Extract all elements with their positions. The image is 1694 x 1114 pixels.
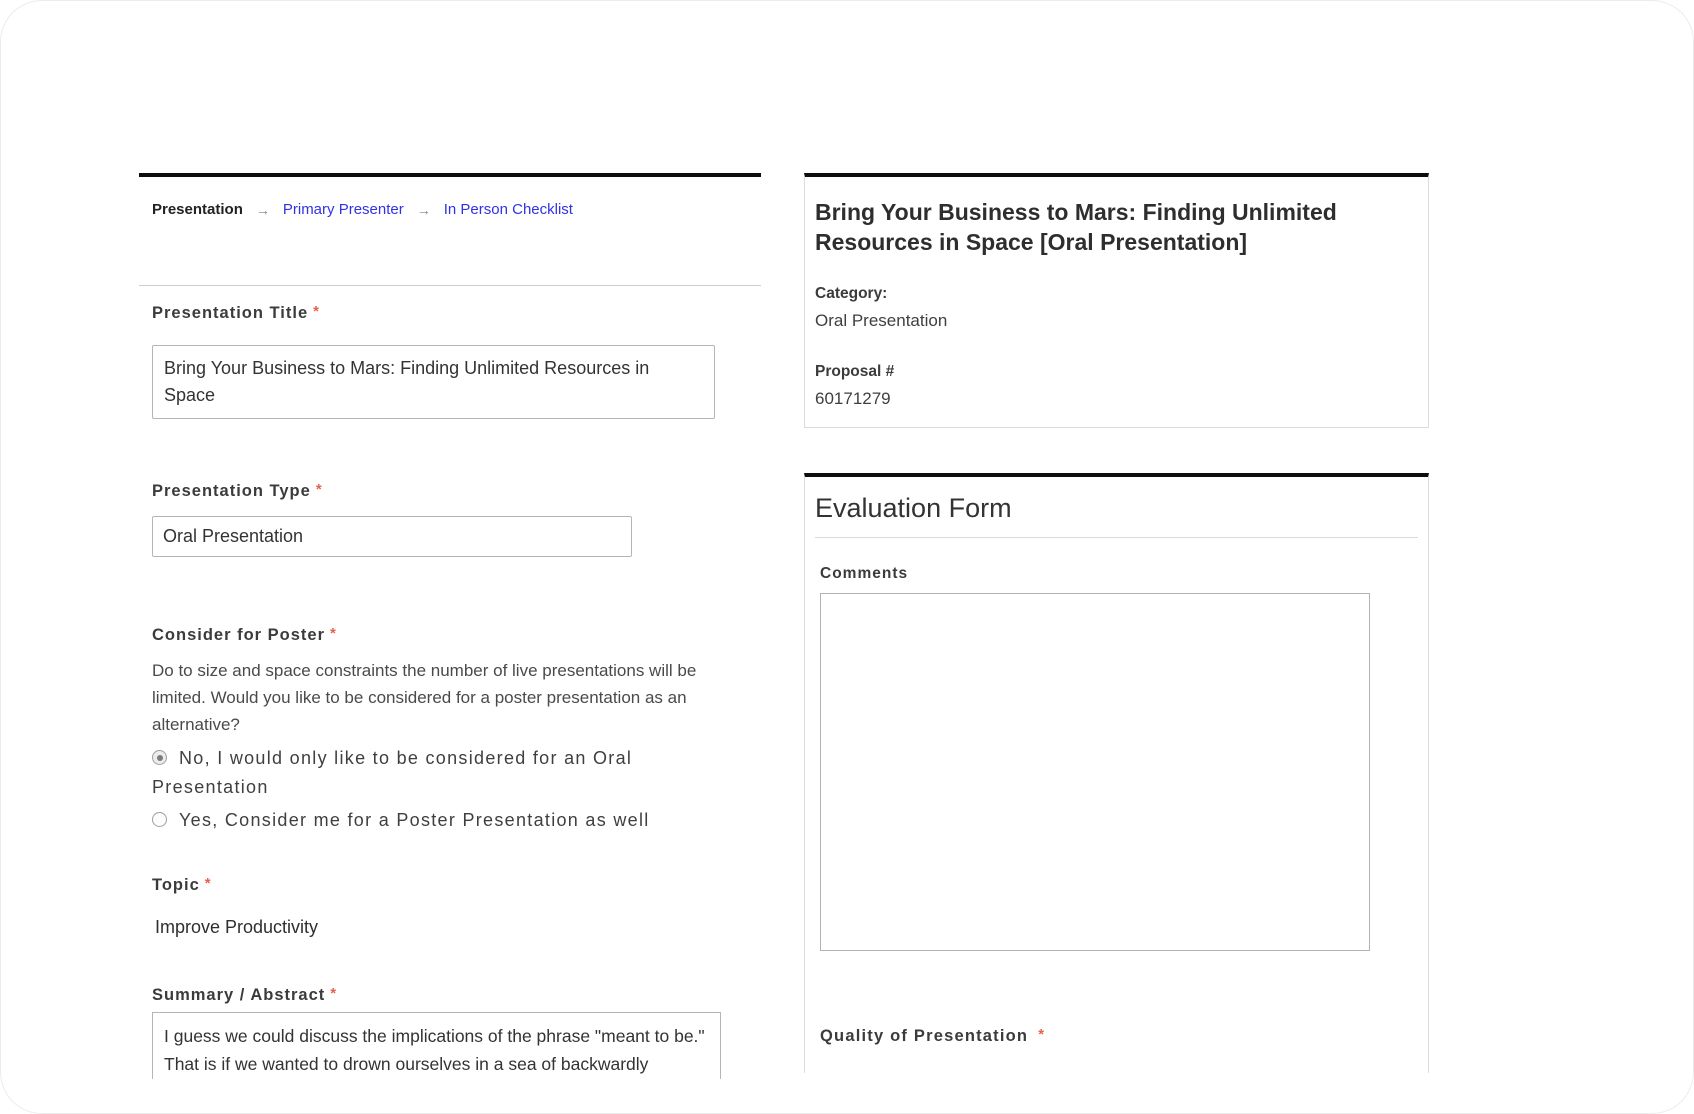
breadcrumb-arrow-icon: → (255, 201, 270, 218)
presentation-title-input[interactable]: Bring Your Business to Mars: Finding Unlimited Resources in Space (152, 345, 715, 419)
evaluation-form-card (804, 473, 1429, 1073)
comments-label: Comments (820, 565, 909, 582)
required-asterisk: * (330, 985, 337, 1002)
review-panel (804, 173, 1429, 1074)
presentation-type-label: Presentation Type * (152, 481, 322, 500)
presentation-type-input[interactable]: Oral Presentation (152, 516, 632, 557)
comments-textarea[interactable] (820, 593, 1370, 951)
presentation-form-panel (139, 173, 761, 1079)
required-asterisk: * (315, 481, 322, 498)
radio-poster-as-well-label: Yes, Consider me for a Poster Presentation as well (179, 810, 650, 830)
radio-oral-only-label: No, I would only like to be considered for an Oral Presentation (152, 748, 633, 797)
summary-abstract-label: Summary / Abstract * (152, 985, 337, 1004)
consider-for-poster-options (152, 744, 752, 835)
breadcrumb-arrow-icon: → (416, 201, 431, 218)
radio-row-poster-as-well[interactable] (152, 806, 752, 835)
consider-for-poster-description: Do to size and space constraints the number of live presentations will be limited. Would you like to be considered for a poster presentation as an alternative? (152, 661, 697, 734)
topic-label: Topic * (152, 875, 211, 894)
radio-row-oral-only[interactable] (152, 744, 752, 802)
summary-abstract-textarea[interactable]: I guess we could discuss the implications of the phrase "meant to be." That is if we wanted to drown ourselves in a sea of backwardly (152, 1012, 721, 1079)
breadcrumb-divider (139, 285, 761, 286)
required-asterisk: * (330, 625, 336, 642)
radio-oral-only[interactable] (152, 750, 167, 765)
proposal-number-value: 60171279 (815, 389, 891, 408)
evaluation-form-divider (815, 537, 1418, 538)
proposal-title: Bring Your Business to Mars: Finding Unlimited Resources in Space [Oral Presentation] (815, 199, 1337, 255)
proposal-number-label: Proposal # (815, 363, 895, 380)
breadcrumb-item-presentation: Presentation (152, 201, 243, 218)
required-asterisk: * (313, 303, 319, 320)
consider-for-poster-label: Consider for Poster * (152, 625, 336, 644)
topic-value: Improve Productivity (155, 917, 319, 937)
category-value: Oral Presentation (815, 311, 948, 330)
category-label: Category: (815, 285, 888, 302)
radio-poster-as-well[interactable] (152, 812, 167, 827)
breadcrumb-link-in-person-checklist[interactable]: In Person Checklist (443, 201, 573, 218)
proposal-summary-card (804, 173, 1429, 428)
required-asterisk: * (1038, 1026, 1045, 1043)
required-asterisk: * (204, 875, 211, 892)
breadcrumb (152, 201, 761, 218)
presentation-title-label: Presentation Title * (152, 303, 319, 322)
quality-of-presentation-label: Quality of Presentation * (820, 1026, 1045, 1045)
breadcrumb-link-primary-presenter[interactable]: Primary Presenter (282, 201, 404, 218)
evaluation-form-heading: Evaluation Form (815, 493, 1012, 523)
